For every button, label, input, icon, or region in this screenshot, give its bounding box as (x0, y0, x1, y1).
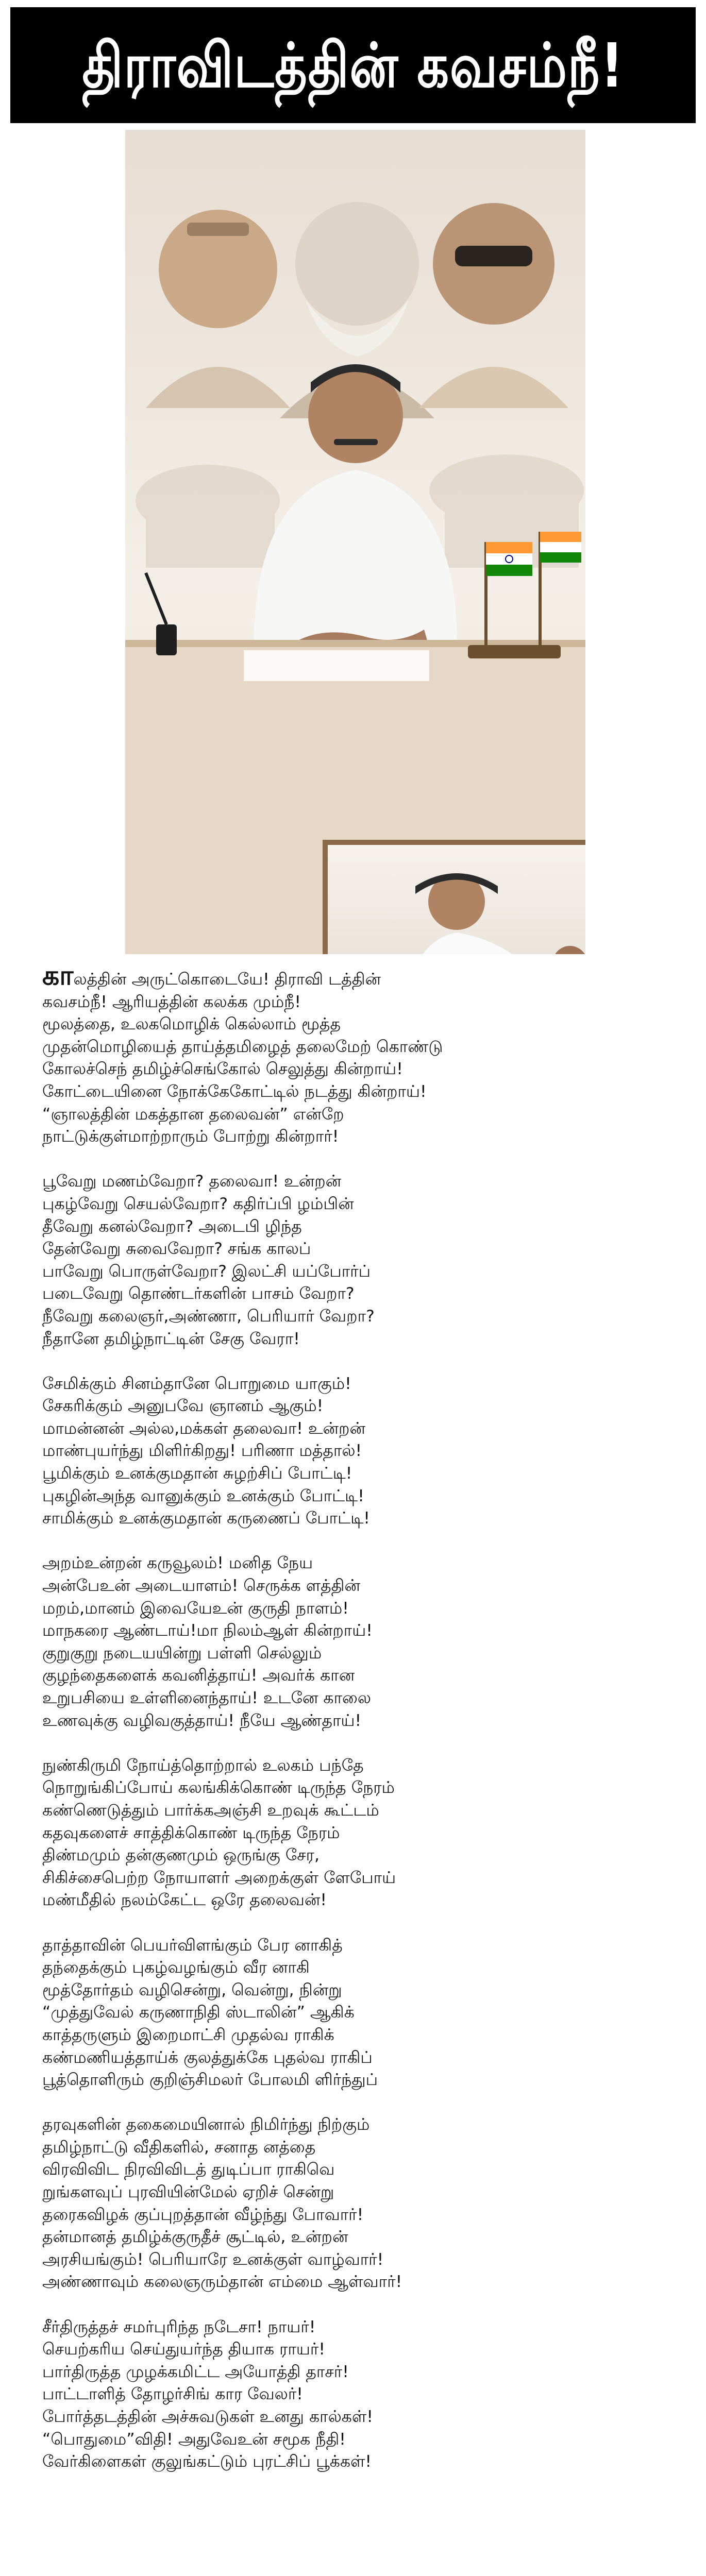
poem-line: பூமிக்கும் உனக்குமதான் சுழற்சிப் போட்டி! (42, 1464, 352, 1483)
poem-line: புகழின்அந்த வானுக்கும் உனக்கும் போட்டி! (42, 1486, 364, 1505)
poem-line: முதன்மொழியைத் தாய்த்தமிழைத் தலைமேற் கொண்டு (42, 1037, 443, 1056)
poem-line (42, 960, 563, 991)
poem-line: நீவேறு கலைஞர்,அண்ணா, பெரியார் வேறா? (42, 1307, 375, 1326)
stanza-1 (42, 960, 563, 1148)
stanza-8 (42, 2316, 563, 2473)
poem-line: தந்தைக்கும் புகழ்வழங்கும் வீர னாகி (42, 1958, 310, 1977)
poem-line: கோலச்செந் தமிழ்ச்செங்கோல் செலுத்து கின்றாய்! (42, 1060, 403, 1079)
poem-line: விரவிவிட நிரவிவிடத் துடிப்பா ராகிவெ (42, 2160, 335, 2179)
poem-line: உணவுக்கு வழிவகுத்தாய்! நீயே ஆண்தாய்! (42, 1711, 362, 1730)
poem-line: தரைகவிழக் குப்புறத்தான் வீழ்ந்து போவார்! (42, 2205, 364, 2224)
poem-line: சீர்திருத்தச் சமர்புரிந்த நடேசா! நாயர்! (42, 2317, 316, 2336)
poem-line: உறுபசியை உள்ளினைந்தாய்! உடனே காலை (42, 1689, 371, 1707)
headline-banner (10, 7, 696, 123)
poem-line: பாவேறு பொருள்வேறா? இலட்சி யப்போர்ப் (42, 1262, 371, 1281)
poem-line: “பொதுமை”விதி! அதுவேஉன் சமூக நீதி! (42, 2430, 346, 2449)
poem-line: மண்மீதில் நலம்கேட்ட ஒரே தலைவன்! (42, 1891, 327, 1910)
poem-line: சாமிக்கும் உனக்குமதான் கருணைப் போட்டி! (42, 1509, 370, 1528)
poem-line: பூத்தொளிரும் குறிஞ்சிமலர் போலமி ளிர்ந்துப் (42, 2071, 378, 2090)
poem-line: படைவேறு தொண்டர்களின் பாசம் வேறா? (42, 1284, 355, 1303)
poem-line: சேகரிக்கும் அனுபவே ஞானம் ஆகும்! (42, 1397, 324, 1416)
stanza-3 (42, 1373, 563, 1530)
poem-line: காத்தருளும் இறைமாட்சி முதல்வ ராகிக் (42, 2025, 334, 2044)
poem-body (42, 960, 563, 2496)
poem-line: போர்த்தடத்தின் அச்சுவடுகள் உனது கால்கள்! (42, 2408, 373, 2426)
poem-line: “முத்துவேல் கருணாநிதி ஸ்டாலின்” ஆகிக் (42, 2003, 355, 2022)
poem-line: நொறுங்கிப்போய் கலங்கிக்கொண் டிருந்த நேரம் (42, 1778, 395, 1798)
poem-line: அரசியங்கும்! பெரியாரே உனக்குள் வாழ்வார்! (42, 2250, 384, 2269)
poem-line: சேமிக்கும் சினம்தானே பொறுமை யாகும்! (42, 1374, 351, 1393)
poem-line: செயற்கரிய செய்துயர்ந்த தியாக ராயர்! (42, 2340, 326, 2359)
poem-line: தமிழ்நாட்டு வீதிகளில், சனாத னத்தை (42, 2138, 316, 2157)
poem-line: “ஞாலத்தின் மகத்தான தலைவன்” என்றே (42, 1105, 344, 1124)
poem-line: கதவுகளைச் சாத்திக்கொண் டிருந்த நேரம் (42, 1823, 340, 1842)
poem-line: மாமன்னன் அல்ல,மக்கள் தலைவா! உன்றன் (42, 1419, 366, 1438)
poem-line: கண்ணெடுத்தும் பார்க்கஅஞ்சி உறவுக் கூட்டம் (42, 1801, 379, 1820)
poem-line: மாண்புயர்ந்து மிளிர்கிறது! பரிணா மத்தால்! (42, 1442, 362, 1461)
poem-line: தீவேறு கனல்வேறா? அடைபி ழிந்த (42, 1217, 302, 1236)
poem-line: மூலத்தை, உலகமொழிக் கெல்லாம் மூத்த (42, 1015, 341, 1034)
poem-line: நுண்கிருமி நோய்த்தொற்றால் உலகம் பந்தே (42, 1756, 364, 1775)
poem-line: கோட்டையினை நோக்கேகோட்டில் நடத்து கின்றாய்! (42, 1082, 427, 1101)
poem-line: வேர்கிளைகள் குலுங்கட்டும் புரட்சிப் பூக்கள்! (42, 2452, 372, 2471)
poem-line: சிகிச்சைபெற்ற நோயாளர் அறைக்குள் ளேபோய் (42, 1868, 396, 1887)
poem-line: அன்பேஉன் அடையாளம்! செருக்க ளத்தின் (42, 1577, 361, 1596)
poem-line: பாட்டாளித் தோழர்சிங் கார வேலர்! (42, 2385, 303, 2404)
poem-line: குழந்தைகளைக் கவனித்தாய்! அவர்க் கான (42, 1666, 355, 1685)
poem-line-text: லத்தின் அருட்கொடையே! திராவி டத்தின் (73, 970, 381, 989)
stanza-4 (42, 1552, 563, 1732)
poem-line: பூவேறு மணம்வேறா? தலைவா! உன்றன் (42, 1172, 342, 1191)
poem-line: குறுகுறு நடையயின்று பள்ளி செல்லும் (42, 1643, 322, 1663)
stanza-6 (42, 1935, 563, 2092)
poem-line: தாத்தாவின் பெயர்விளங்கும் பேர னாகித் (42, 1936, 343, 1955)
poem-line: நீதானே தமிழ்நாட்டின் சேகு வேரா! (42, 1329, 300, 1348)
poem-line: தரவுகளின் தகைமையினால் நிமிர்ந்து நிற்கும் (42, 2115, 370, 2134)
poem-line: றுங்களவுப் புரவியின்மேல் ஏறிச் சென்று (42, 2183, 334, 2202)
poem-line: தன்மானத் தமிழ்க்குருதீச் சூட்டில், உன்றன் (42, 2228, 348, 2247)
poem-line: அண்ணாவும் கலைஞரும்தான் எம்மை ஆள்வார்! (42, 2273, 402, 2292)
poem-line: தேன்வேறு சுவைவேறா? சங்க காலப் (42, 1240, 311, 1259)
poem-line: புகழ்வேறு செயல்வேறா? கதிர்ப்பி ழம்பின் (42, 1194, 354, 1213)
poem-line: நாட்டுக்குள்மாற்றாரும் போற்று கின்றார்! (42, 1127, 339, 1146)
stanza-5 (42, 1755, 563, 1912)
poem-line: அறம்உன்றன் கருவூலம்! மனித நேய (42, 1554, 313, 1573)
inset-photo (323, 840, 585, 954)
stanza-2 (42, 1171, 563, 1350)
poem-line: மூத்தோர்தம் வழிசென்று, வென்று, நின்று (42, 1980, 342, 1999)
poem-line: கண்மணியத்தாய்க் குலத்துக்கே புதல்வ ராகிப் (42, 2048, 373, 2067)
stanza-7 (42, 2114, 563, 2294)
poem-line: மாநகரை ஆண்டாய்!மா நிலம்ஆள் கின்றாய்! (42, 1621, 373, 1640)
main-tribute-photo (125, 130, 585, 954)
poem-line: திண்மமும் தன்குணமும் ஒருங்கு சேர, (42, 1846, 320, 1865)
poem-line: மறம்,மானம் இவையேஉன் குருதி நாளம்! (42, 1599, 349, 1618)
poem-line: பார்திருத்த முழக்கமிட்ட அயோத்தி தாசர்! (42, 2362, 349, 2381)
drop-cap: கா (42, 960, 74, 991)
poem-line: கவசம்நீ! ஆரியத்தின் கலக்க மும்நீ! (42, 992, 301, 1011)
headline-title: திராவிடத்தின் கவசம்நீ! (82, 29, 624, 101)
